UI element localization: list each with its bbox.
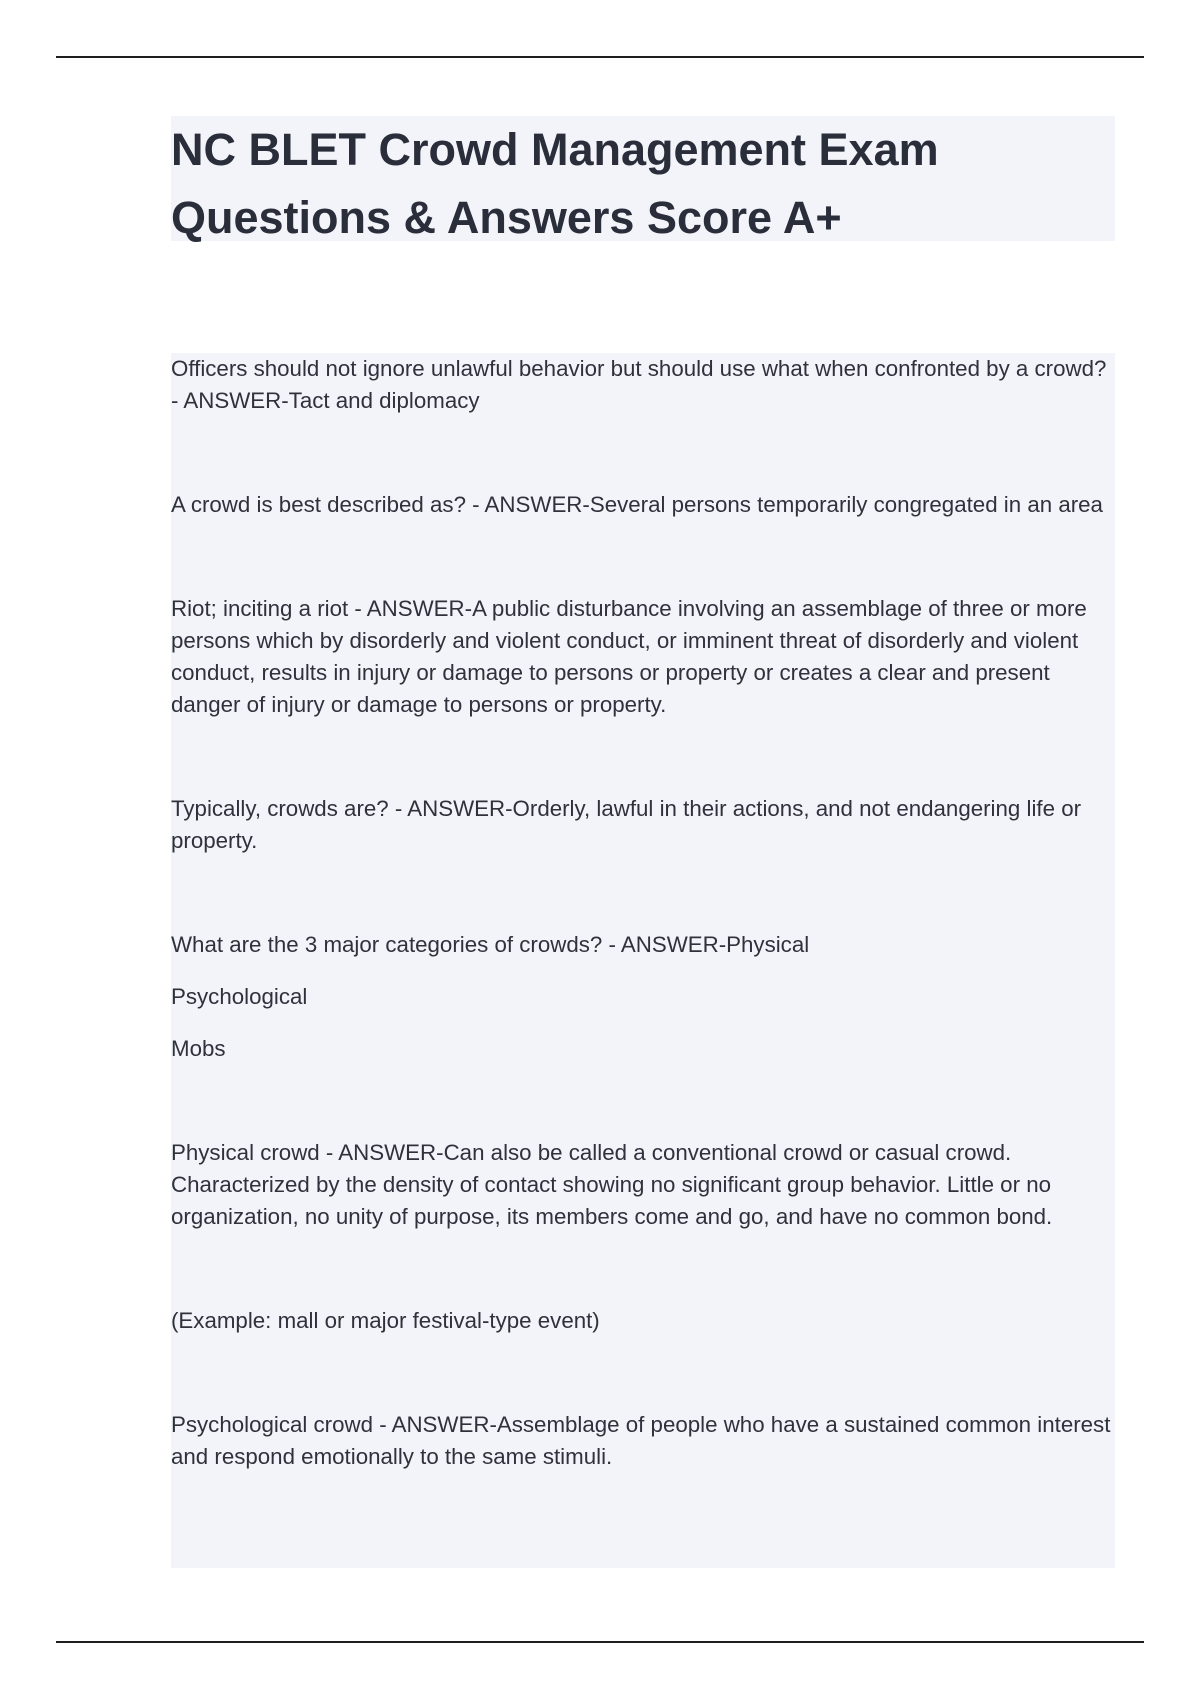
qa-entry: A crowd is best described as? - ANSWER-Several persons temporarily congregated in an area (171, 492, 1103, 517)
qa-entry-continuation: Psychological (171, 984, 308, 1009)
qa-entry: Officers should not ignore unlawful behavior but should use what when confronted by a crowd? - ANSWER-Tact and diplomacy (171, 356, 1107, 413)
title-line-2: Questions & Answers Score A+ (171, 192, 842, 243)
qa-entry: Physical crowd - ANSWER-Can also be called a conventional crowd or casual crowd. Characterized by the density of contact showing no significant group behavior. Little or no organization, no unity of purpose, its members come and go, and have no common bond. (171, 1140, 1053, 1229)
top-rule (56, 56, 1144, 58)
qa-entry-continuation: Mobs (171, 1036, 226, 1061)
title-block (171, 116, 1115, 241)
qa-entry: Psychological crowd - ANSWER-Assemblage of people who have a sustained common interest and respond emotionally to the same stimuli. (171, 1412, 1111, 1469)
title-line-1: NC BLET Crowd Management Exam (171, 124, 939, 175)
qa-entry-continuation: (Example: mall or major festival-type event) (171, 1308, 600, 1333)
qa-entry: Riot; inciting a riot - ANSWER-A public disturbance involving an assemblage of three or more persons which by disorderly and violent conduct, or imminent threat of disorderly and violent conduct, results in injury or damage to persons or property or creates a clear and present danger of injury or damage to persons or property. (171, 596, 1087, 717)
document-title (171, 116, 1115, 252)
qa-content (171, 353, 1115, 1568)
bottom-rule (56, 1641, 1144, 1643)
qa-entry: What are the 3 major categories of crowds? - ANSWER-Physical (171, 932, 810, 957)
qa-entry: Typically, crowds are? - ANSWER-Orderly, lawful in their actions, and not endangering life or property. (171, 796, 1082, 853)
